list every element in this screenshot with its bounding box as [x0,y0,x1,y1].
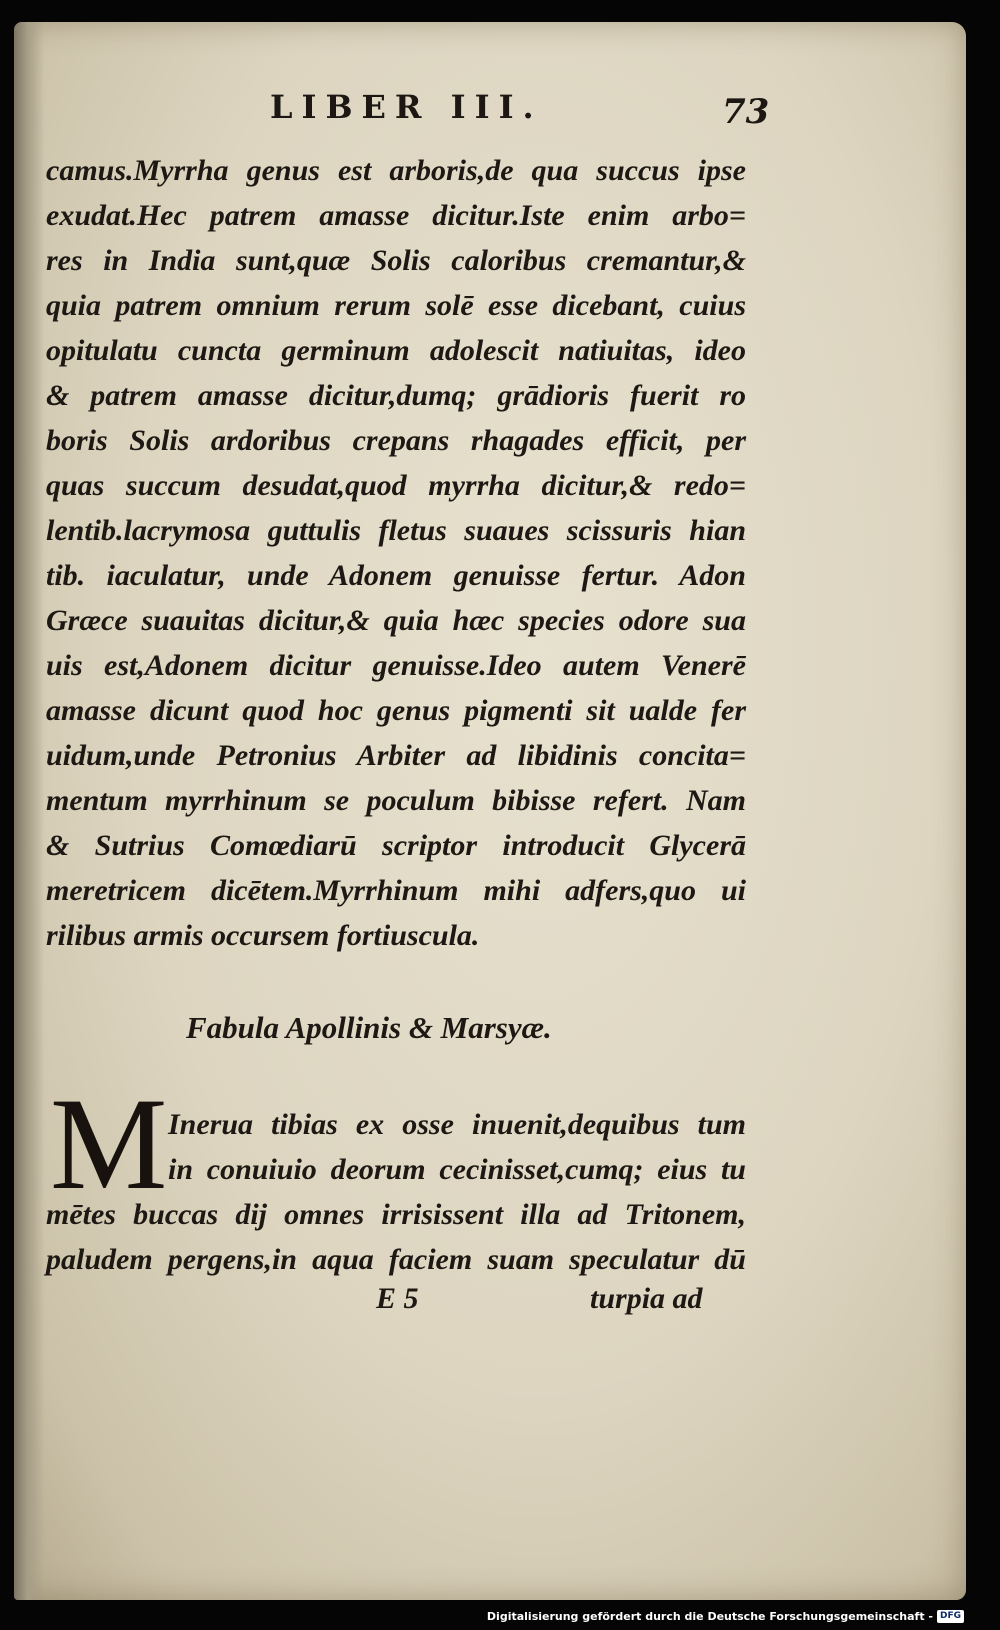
text-line: exudat.Hec patrem amasse dicitur.Iste enim arbo= [46,199,746,232]
text-line: paludem pergens,in aqua faciem suam speculatur dū [46,1243,746,1276]
section-text [46,1102,746,1282]
text-line: boris Solis ardoribus crepans rhagades efficit, per [46,424,746,457]
dfg-logo-icon: DFG [937,1610,964,1623]
text-line: rilibus armis occursem fortiuscula. [46,919,480,952]
text-line: uis est,Adonem dicitur genuisse.Ideo autem Venerē [46,649,746,682]
text-line: mētes buccas dij omnes irrisissent illa ad Tritonem, [46,1198,746,1231]
text-line: Græce suauitas dicitur,& quia hæc species odore sua [46,604,746,637]
text-line: amasse dicunt quod hoc genus pigmenti sit ualde fer [46,694,746,727]
page-footer [376,1282,726,1327]
text-line: & patrem amasse dicitur,dumq; grādioris fuerit ro [46,379,746,412]
text-line: Inerua tibias ex osse inuenit,dequibus tum [168,1108,746,1141]
running-head: LIBER III. [270,88,543,126]
digitization-credit [487,1608,964,1624]
text-line: uidum,unde Petronius Arbiter ad libidinis concita= [46,739,746,772]
text-line: opitulatu cuncta germinum adolescit natiuitas, ideo [46,334,746,367]
text-line: lentib.lacrymosa guttulis fletus suaues scissuris hian [46,514,746,547]
page-gutter-shadow [14,22,44,1600]
text-line: quas succum desudat,quod myrrha dicitur,& redo= [46,469,746,502]
text-line: & Sutrius Comœdiarū scriptor introducit Glycerā [46,829,746,862]
credit-text: Digitalisierung gefördert durch die Deutsche Forschungsgemeinschaft - [486,1609,933,1623]
body-text [46,148,746,958]
text-line: quia patrem omnium rerum solē esse dicebant, cuius [46,289,746,322]
signature-mark: E 5 [376,1282,419,1315]
text-line: camus.Myrrha genus est arboris,de qua succus ipse [46,154,746,187]
drop-initial: M [50,1070,168,1217]
text-line: in conuiuio deorum cecinisset,cumq; eius tu [168,1153,746,1186]
section-heading: Fabula Apollinis & Marsyæ. [186,1010,552,1045]
text-line: meretricem dicētem.Myrrhinum mihi adfers,quo ui [46,874,746,907]
text-line: tib. iaculatur, unde Adonem genuisse fertur. Adon [46,559,746,592]
text-line: res in India sunt,quæ Solis caloribus cremantur,& [46,244,746,277]
page-number: 73 [722,92,770,132]
text-line: mentum myrrhinum se poculum bibisse refert. Nam [46,784,746,817]
catchword: turpia ad [590,1282,703,1315]
